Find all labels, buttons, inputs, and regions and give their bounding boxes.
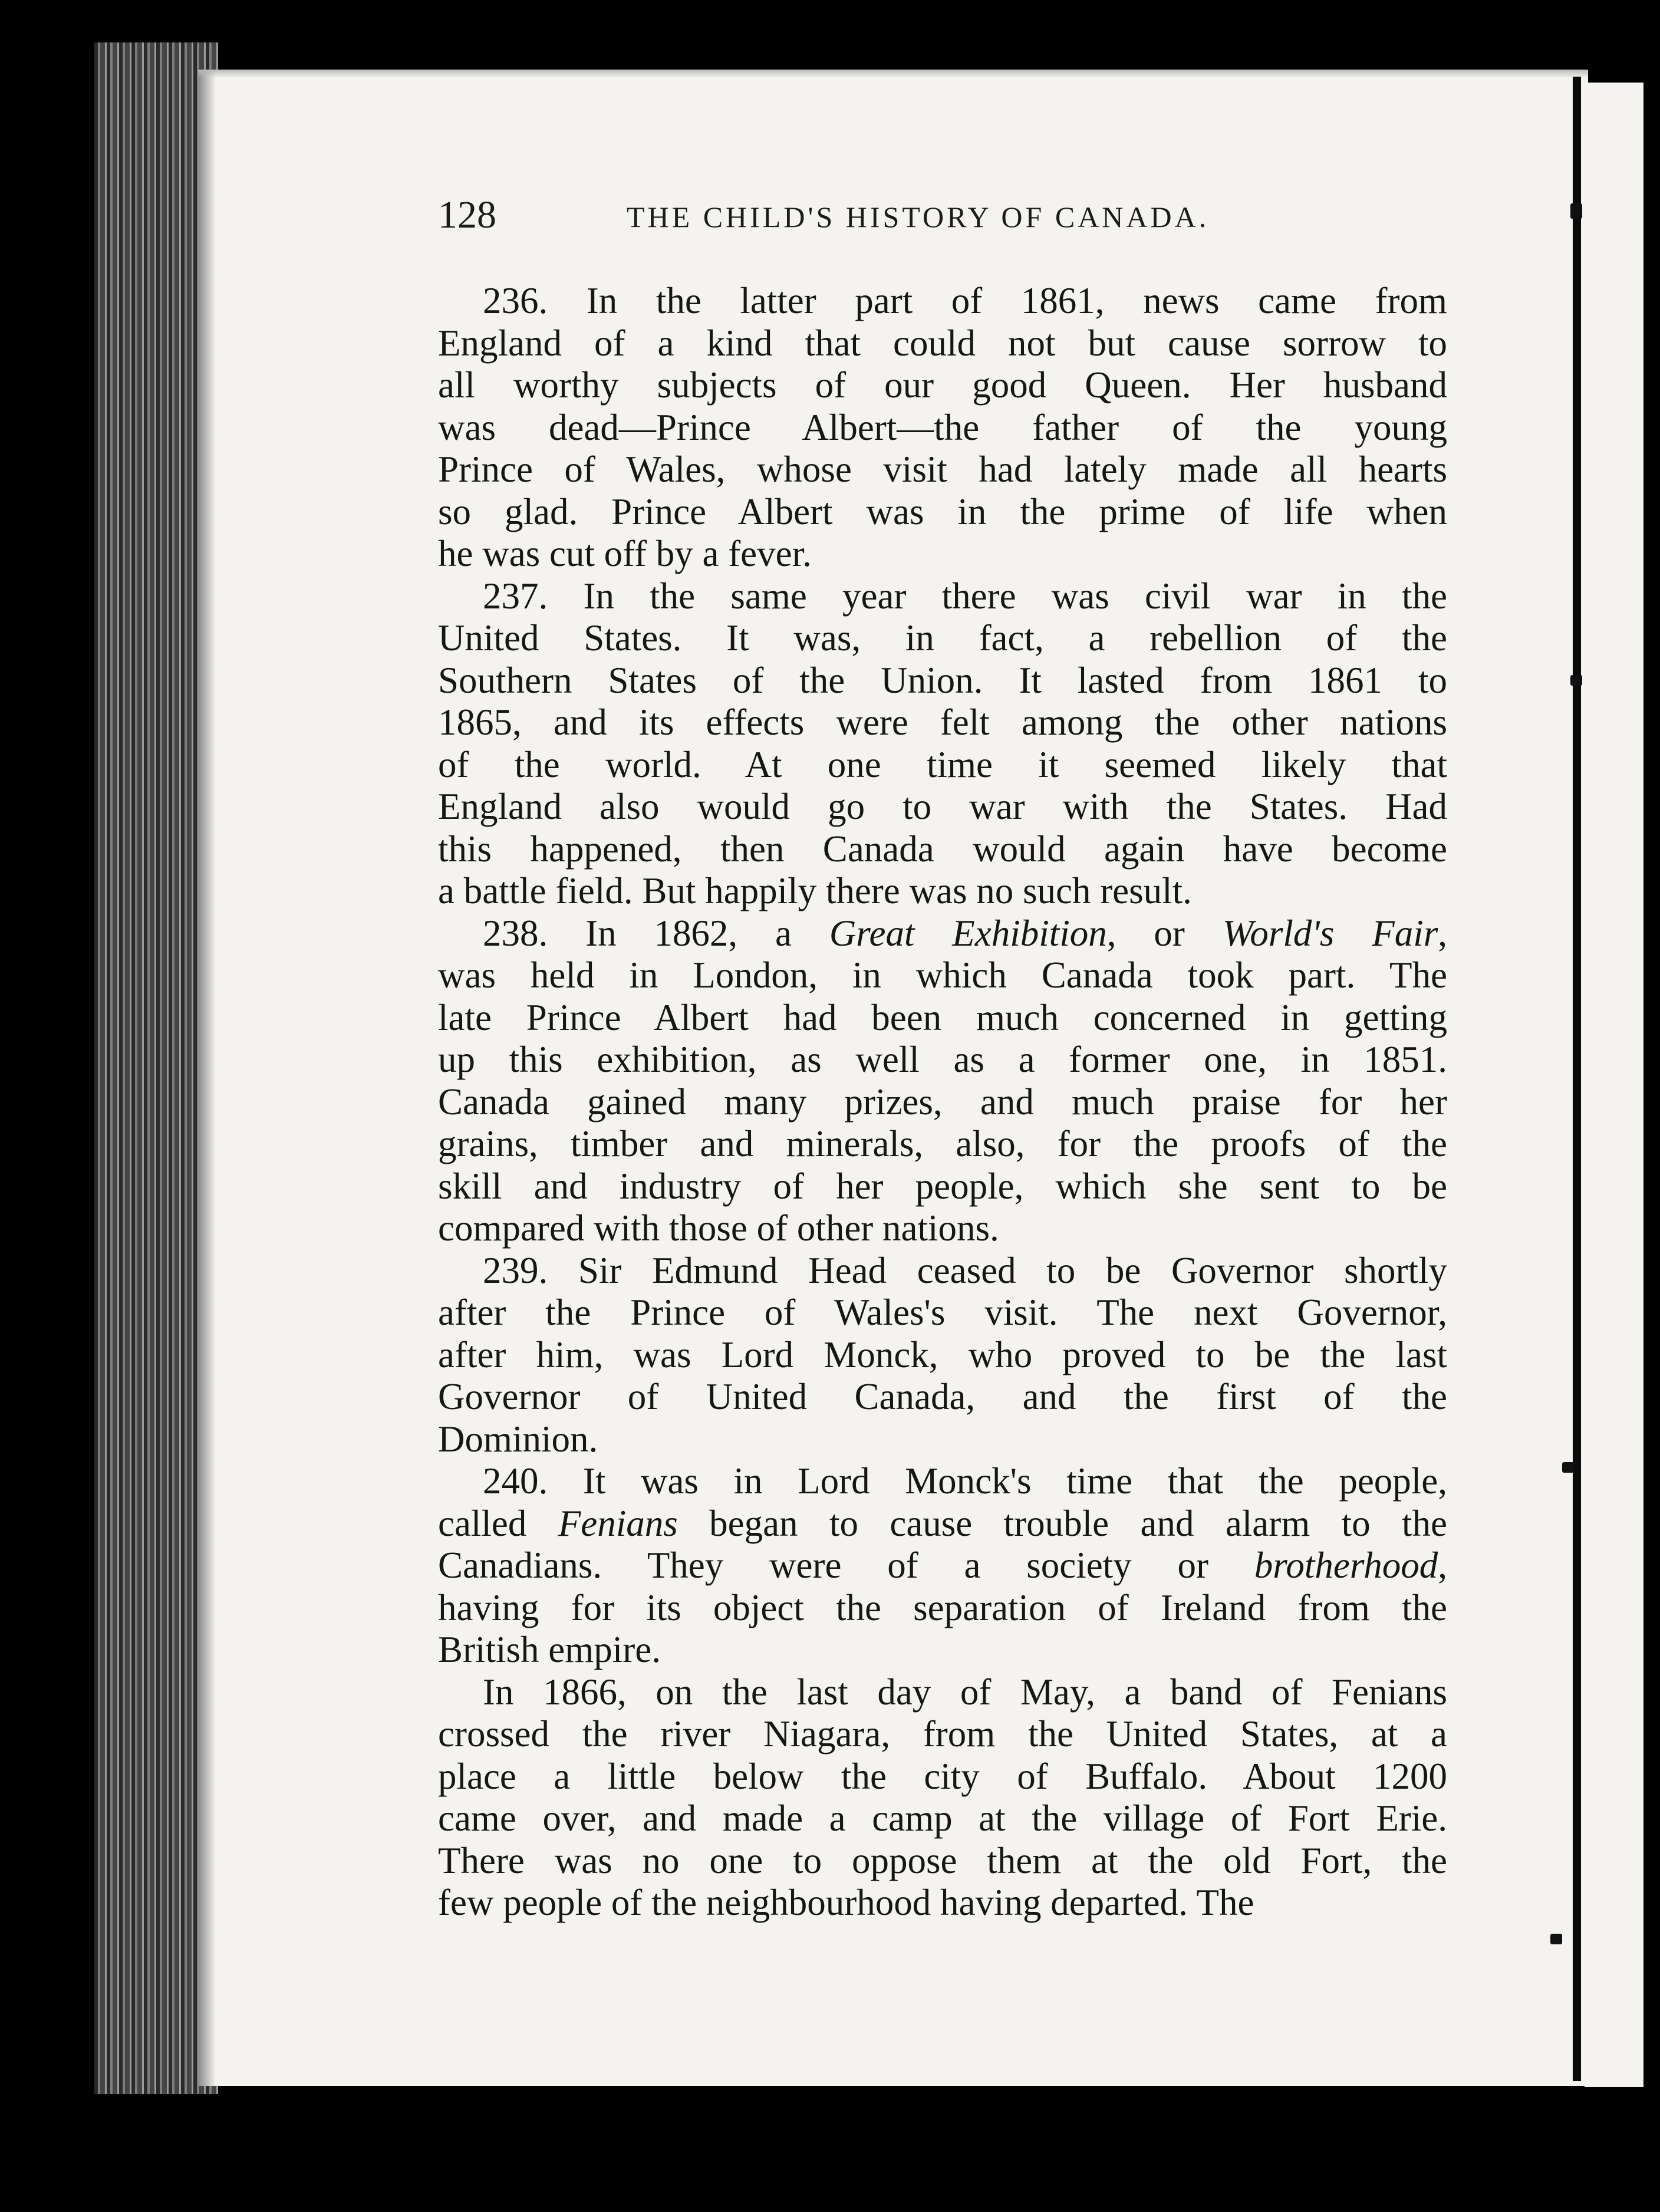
text-line: late Prince Albert had been much concerned in getting: [438, 996, 1447, 1038]
text-line: United States. It was, in fact, a rebellion of the: [438, 617, 1447, 659]
text-line: British empire.: [438, 1629, 661, 1670]
text-line: 1865, and its effects were felt among the other nations: [438, 702, 1447, 743]
text-line: was dead—Prince Albert—the father of the young: [438, 406, 1447, 448]
text-run: Canadians. They were of a society or: [438, 1545, 1254, 1586]
text-line: of the world. At one time it seemed likely that: [438, 743, 1447, 785]
margin-mark: [1570, 203, 1582, 219]
text-line: England of a kind that could not but cause sorrow to: [438, 322, 1447, 364]
italic-term: World's Fair: [1222, 912, 1438, 954]
text-line: There was no one to oppose them at the old Fort, the: [438, 1839, 1447, 1881]
text-line: so glad. Prince Albert was in the prime of life when: [438, 491, 1447, 532]
text-line: Governor of United Canada, and the first of the: [438, 1376, 1447, 1417]
text-line: all worthy subjects of our good Queen. Her husband: [438, 364, 1447, 406]
margin-mark: [1570, 675, 1582, 686]
text-line: after the Prince of Wales's visit. The next Governor,: [438, 1292, 1447, 1333]
text-line: was held in London, in which Canada took part. The: [438, 954, 1447, 996]
paragraph: [438, 575, 1447, 913]
text-run: ,: [1438, 912, 1447, 954]
text-line: Southern States of the Union. It lasted from 1861 to: [438, 659, 1447, 701]
paragraph: [438, 913, 1447, 1250]
text-run: called: [438, 1502, 558, 1544]
text-line: England also would go to war with the States. Had: [438, 786, 1447, 827]
page-header: [438, 192, 1440, 239]
text-line: Prince of Wales, whose visit had lately made all hearts: [438, 449, 1447, 490]
text-line: 236. In the latter part of 1861, news came from: [483, 280, 1447, 321]
text-run: ,: [1438, 1545, 1447, 1586]
paragraph: [438, 1250, 1447, 1461]
page-number: 128: [438, 193, 496, 236]
paragraph: [438, 1460, 1447, 1671]
text-line: [438, 1503, 1447, 1545]
text-line: crossed the river Niagara, from the United States, at a: [438, 1713, 1447, 1755]
text-line: place a little below the city of Buffalo. About 1200: [438, 1755, 1447, 1797]
text-line: [438, 913, 1447, 955]
margin-mark: [1562, 1462, 1574, 1473]
text-line: compared with those of other nations.: [438, 1207, 999, 1249]
running-head: THE CHILD'S HISTORY OF CANADA.: [627, 200, 1210, 233]
paragraph: [438, 1671, 1447, 1924]
text-line: Dominion.: [438, 1418, 598, 1460]
body-text: [438, 280, 1447, 1924]
text-line: 240. It was in Lord Monck's time that the people,: [483, 1460, 1447, 1502]
italic-term: brotherhood: [1254, 1545, 1438, 1586]
text-line: few people of the neighbourhood having departed. The: [438, 1882, 1254, 1923]
margin-mark: [1550, 1934, 1562, 1944]
text-line: grains, timber and minerals, also, for the proofs of the: [438, 1123, 1447, 1164]
italic-term: Great Exhibition: [829, 912, 1107, 954]
text-line: skill and industry of her people, which she sent to be: [438, 1165, 1447, 1207]
facing-page-edge: [1585, 83, 1643, 2087]
text-line: [438, 1545, 1447, 1587]
text-line: Canada gained many prizes, and much praise for her: [438, 1081, 1447, 1123]
text-line: this happened, then Canada would again have become: [438, 828, 1447, 870]
text-line: up this exhibition, as well as a former one, in 1851.: [438, 1039, 1447, 1080]
text-line: came over, and made a camp at the village of Fort Erie.: [438, 1798, 1447, 1839]
text-run: , or: [1106, 912, 1223, 954]
text-run: 238. In 1862, a: [483, 912, 829, 954]
paragraph: [438, 280, 1447, 575]
text-line: In 1866, on the last day of May, a band of Fenians: [483, 1671, 1447, 1713]
italic-term: Fenians: [558, 1502, 678, 1544]
text-line: 237. In the same year there was civil war in the: [483, 575, 1447, 617]
text-line: after him, was Lord Monck, who proved to be the last: [438, 1334, 1447, 1375]
text-line: 239. Sir Edmund Head ceased to be Governor shortly: [483, 1249, 1447, 1291]
text-line: having for its object the separation of Ireland from the: [438, 1586, 1447, 1628]
text-line: a battle field. But happily there was no such result.: [438, 870, 1192, 911]
text-line: he was cut off by a fever.: [438, 533, 812, 574]
text-run: began to cause trouble and alarm to the: [677, 1502, 1448, 1544]
book-gutter: [1573, 77, 1581, 2081]
